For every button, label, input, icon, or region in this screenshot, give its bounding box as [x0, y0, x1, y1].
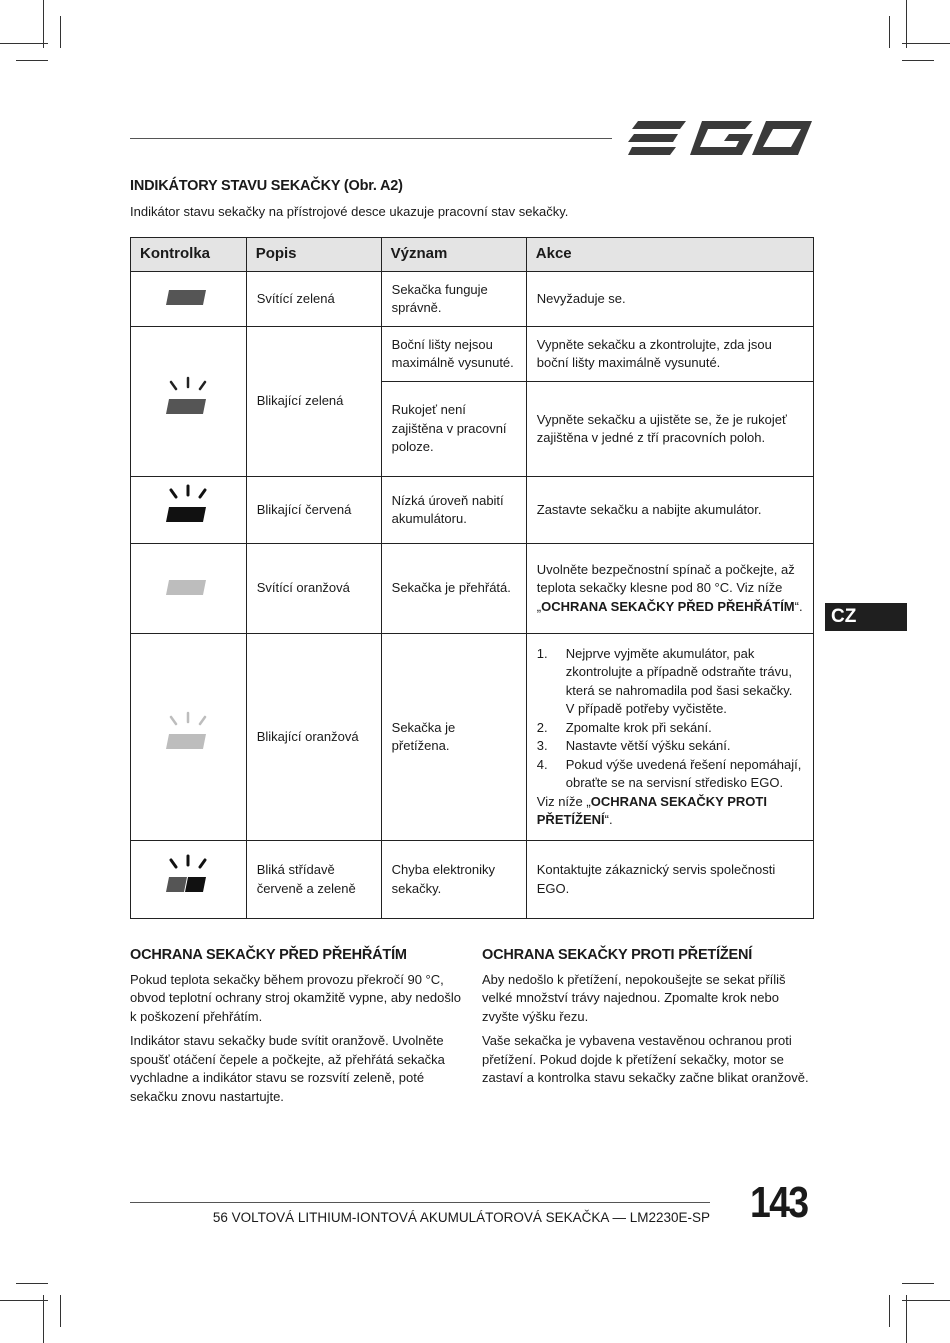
page-number: 143	[750, 1178, 808, 1227]
crop-mark	[902, 60, 934, 61]
overload-section	[482, 946, 814, 1094]
action-text: Viz níže „	[536, 793, 591, 809]
action-text-end: “.	[794, 598, 803, 614]
meaning-cell: Sekačka je přetížena.	[381, 634, 526, 841]
blinking-green-indicator-icon	[158, 376, 218, 422]
crop-mark	[906, 1295, 907, 1343]
table-row	[131, 544, 814, 634]
crop-mark	[889, 16, 890, 48]
section-intro: Indikátor stavu sekačky na přístrojové desce ukazuje pracovní stav sekačky.	[130, 204, 569, 219]
solid-orange-indicator-icon	[158, 571, 218, 601]
footer-text: 56 VOLTOVÁ LITHIUM-IONTOVÁ AKUMULÁTOROVÁ SEKAČKA — LM2230E-SP	[212, 1210, 710, 1225]
popis-cell: Svítící oranžová	[246, 544, 381, 634]
crop-mark	[43, 1295, 44, 1343]
crop-mark	[902, 1283, 934, 1284]
popis-cell: Blikající zelená	[246, 327, 381, 477]
ego-logo	[628, 117, 813, 164]
popis-cell: Blikající oranžová	[246, 634, 381, 841]
action-cell	[526, 544, 813, 634]
overheat-paragraph: Indikátor stavu sekačky bude svítit oranžově. Uvolněte spoušť otáčení čepele a počkejte, až přehřátá sekačka vychladne a indikátor stavu se rozsvítí zeleně, poté sekačku znovu nastartujte.	[130, 1033, 445, 1104]
popis-cell: Blikající červená	[246, 477, 381, 544]
table-row	[131, 272, 814, 327]
overload-section-title: OCHRANA SEKAČKY PROTI PŘETÍŽENÍ	[482, 947, 753, 963]
meaning-cell: Boční lišty nejsou maximálně vysunuté.	[381, 327, 526, 382]
crop-mark	[0, 1300, 48, 1301]
blinking-red-indicator-icon	[158, 484, 218, 530]
solid-green-indicator-icon	[158, 281, 218, 311]
action-steps-list	[537, 645, 803, 793]
list-item: 3. Nastavte větší výšku sekání.	[536, 738, 731, 753]
action-cell: Nevyžaduje se.	[526, 272, 813, 327]
popis-cell: Bliká střídavě červeně a zeleně	[246, 841, 381, 919]
meaning-cell: Sekačka je přehřátá.	[381, 544, 526, 634]
overheat-paragraph: Pokud teplota sekačky během provozu překročí 90 °C, obvod teplotní ochrany stroj okamžitě vypne, aby nedošlo k poškození přehřátím.	[130, 971, 461, 1024]
action-reference: OCHRANA SEKAČKY PŘED PŘEHŘÁTÍM	[541, 598, 795, 614]
crop-mark	[16, 1283, 48, 1284]
crop-mark	[60, 16, 61, 48]
overheat-section-title: OCHRANA SEKAČKY PŘED PŘEHŘÁTÍM	[130, 947, 407, 963]
meaning-cell: Sekačka funguje správně.	[381, 272, 526, 327]
action-cell: Kontaktujte zákaznický servis společnosti EGO.	[526, 841, 813, 919]
action-reference: OCHRANA SEKAČKY PROTI PŘETÍŽENÍ	[536, 793, 767, 827]
action-text: Uvolněte bezpečnostní spínač a počkejte, až teplota sekačky klesne pod 80 °C. Viz níže „	[536, 561, 795, 614]
indicator-cell	[131, 544, 247, 634]
crop-mark	[60, 1295, 61, 1327]
list-item: 1. Nejprve vyjměte akumulátor, pak zkontrolujte a případně odstraňte trávu, která se nahromadila pod šasi sekačky. V případě potřeby vyčistěte.	[536, 645, 793, 716]
indicator-cell	[131, 327, 247, 477]
indicator-cell	[131, 272, 247, 327]
language-tab: CZ	[825, 603, 907, 631]
action-text-end: “.	[604, 812, 613, 827]
indicator-cell	[131, 841, 247, 919]
indicator-cell	[131, 634, 247, 841]
action-cell: Vypněte sekačku a zkontrolujte, zda jsou boční lišty maximálně vysunuté.	[526, 327, 813, 382]
footer-rule	[130, 1202, 710, 1203]
column-header-vyznam: Význam	[381, 238, 526, 272]
list-item: 2. Zpomalte krok při sekání.	[536, 719, 712, 735]
crop-mark	[43, 0, 44, 48]
crop-mark	[889, 1295, 890, 1327]
indicator-status-table	[130, 237, 814, 919]
alternating-red-green-indicator-icon	[158, 854, 218, 900]
table-row	[131, 327, 814, 382]
section-title: INDIKÁTORY STAVU SEKAČKY (Obr. A2)	[130, 178, 403, 194]
meaning-cell: Chyba elektroniky sekačky.	[381, 841, 526, 919]
action-cell: Vypněte sekačku a ujistěte se, že je rukojeť zajištěna v jedné z tří pracovních poloh.	[526, 382, 813, 477]
list-item: 4. Pokud výše uvedená řešení nepomáhají, obraťte se na servisní středisko EGO.	[536, 756, 802, 790]
action-cell	[526, 634, 813, 841]
crop-mark	[0, 43, 48, 44]
crop-mark	[906, 0, 907, 48]
popis-cell: Svítící zelená	[246, 272, 381, 327]
overload-paragraph: Vaše sekačka je vybavena vestavěnou ochranou proti přetížení. Pokud dojde k přetížení sekačky, motor se zastaví a kontrolka stavu sekačky začne blikat oranžově.	[482, 1033, 809, 1085]
crop-mark	[902, 1300, 950, 1301]
action-cell: Zastavte sekačku a nabijte akumulátor.	[526, 477, 813, 544]
header-rule	[130, 138, 612, 139]
crop-mark	[16, 60, 48, 61]
blinking-orange-indicator-icon	[158, 711, 218, 757]
column-header-kontrolka: Kontrolka	[131, 238, 247, 272]
column-header-popis: Popis	[246, 238, 381, 272]
indicator-cell	[131, 477, 247, 544]
table-row	[131, 634, 814, 841]
table-row	[131, 841, 814, 919]
table-row	[131, 477, 814, 544]
overheat-section	[130, 946, 462, 1112]
column-header-akce: Akce	[526, 238, 813, 272]
table-header-row	[131, 238, 814, 272]
meaning-cell: Nízká úroveň nabití akumulátoru.	[381, 477, 526, 544]
overload-paragraph: Aby nedošlo k přetížení, nepokoušejte se sekat příliš velké množství trávy najednou. Zpomalte krok nebo zvyšte výšku řezu.	[482, 971, 786, 1024]
crop-mark	[902, 43, 950, 44]
meaning-cell: Rukojeť není zajištěna v pracovní poloze.	[381, 382, 526, 477]
